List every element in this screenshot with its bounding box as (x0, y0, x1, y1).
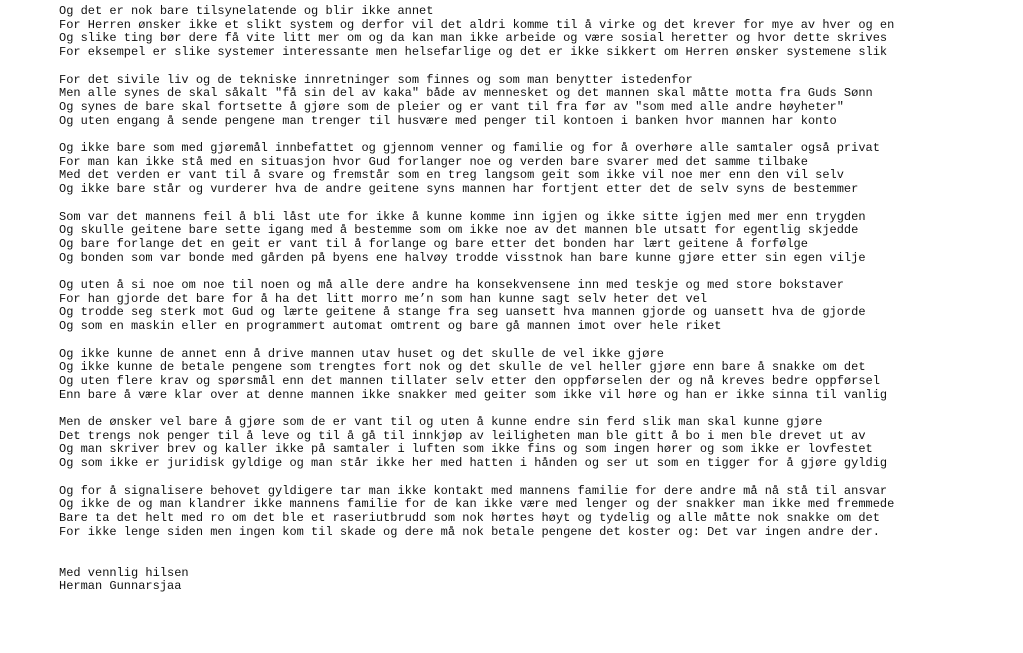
text-line: Og skulle geitene bare sette igang med å bestemme som om ikke noe av det mannen ble utsatt for egentlig skjedde (59, 223, 859, 238)
letter-body (59, 5, 1019, 594)
text-line: Og synes de bare skal fortsette å gjøre som de pleier og er vant til fra før av "som med alle andre høyheter" (59, 99, 844, 114)
paragraph-6 (59, 348, 1019, 403)
text-line: For ikke lenge siden men ingen kom til skade og dere må nok betale pengene det koster og: Det var ingen andre der. (59, 524, 880, 539)
text-line: Og for å signalisere behovet gyldigere tar man ikke kontakt med mannens familie for dere andre må nå stå til ansvar (59, 483, 888, 498)
spacer (59, 553, 1019, 567)
text-line: For man kan ikke stå med en situasjon hvor Gud forlanger noe og verden bare svarer med det samme tilbake (59, 154, 808, 169)
text-line: Og ikke bare står og vurderer hva de andre geitene syns mannen har fortjent etter det de selv syns de bestemmer (59, 182, 859, 197)
text-line: For eksempel er slike systemer interessante men helsefarlige og det er ikke sikkert om Herren ønsker systemene slik (59, 45, 888, 60)
text-line: Og uten engang å sende pengene man trenger til husvære med penger til kontoen i banken hvor mannen har konto (59, 113, 837, 128)
text-line: Men de ønsker vel bare å gjøre som de er vant til og uten å kunne endre sin ferd slik man skal kunne gjøre (59, 415, 823, 429)
paragraph-5 (59, 279, 1019, 334)
signer-name: Herman Gunnarsjaa (59, 579, 182, 594)
text-line: Og bare forlange det en geit er vant til å forlange og bare etter det bonden har lært geitene å forfølge (59, 236, 808, 251)
text-line: Enn bare å være klar over at denne mannen ikke snakker med geiter som ikke vil høre og han er ikke sinna til vanlig (59, 387, 888, 402)
text-line: Og det er nok bare tilsynelatende og blir ikke annet (59, 4, 434, 18)
text-line: Med det verden er vant til å svare og fremstår som en treg langsom geit som ikke vil noe mer enn den vil selv (59, 168, 844, 183)
paragraph-8 (59, 485, 1019, 540)
text-line: Og man skriver brev og kaller ikke på samtaler i luften som ikke fins og som ingen hører og som ikke er lovfestet (59, 442, 873, 457)
text-line: Det trengs nok penger til å leve og til å gå til innkjøp av leiligheten man ble gitt å bo i men ble drevet ut av (59, 428, 866, 443)
text-line: Som var det mannens feil å bli låst ute for ikke å kunne komme inn igjen og ikke sitte igjen med mer enn trygden (59, 209, 866, 224)
text-line: Og ikke kunne de betale pengene som trengtes fort nok og det skulle de vel heller gjøre enn bare å snakke om det (59, 360, 866, 375)
signature-block (59, 567, 1019, 594)
text-line: Og uten å si noe om noe til noen og må alle dere andre ha konsekvensene inn med teskje og med store bokstaver (59, 278, 844, 292)
text-line: Og ikke de og man klandrer ikke mannens familie for de kan ikke være med lenger og der snakker man ikke med fremmede (59, 497, 895, 512)
text-line: Bare ta det helt med ro om det ble et raseriutbrudd som nok hørtes høyt og tydelig og alle måtte nok snakke om det (59, 510, 880, 525)
text-line: For det sivile liv og de tekniske innretninger som finnes og som man benytter istedenfor (59, 72, 693, 87)
text-line: For han gjorde det bare for å ha det litt morro me’n som han kunne sagt selv heter det vel (59, 291, 708, 306)
paragraph-7 (59, 416, 1019, 471)
closing-greeting: Med vennlig hilsen (59, 565, 189, 580)
text-line: Og trodde seg sterk mot Gud og lærte geitene å stange fra seg uansett hva mannen gjorde og uansett hva de gjorde (59, 305, 866, 320)
paragraph-4 (59, 211, 1019, 266)
text-line: Og ikke kunne de annet enn å drive mannen utav huset og det skulle de vel ikke gjøre (59, 346, 664, 361)
text-line: Og ikke bare som med gjøremål innbefattet og gjennom venner og familie og for å overhøre alle samtaler også privat (59, 141, 880, 155)
paragraph-1 (59, 5, 1019, 60)
text-line: Og som en maskin eller en programmert automat omtrent og bare gå mannen imot over hele riket (59, 319, 722, 334)
text-line: Og slike ting bør dere få vite litt mer om og da kan man ikke arbeide og være sosial heretter og hvor dette skrives (59, 31, 888, 46)
text-line: Og som ikke er juridisk gyldige og man står ikke her med hatten i hånden og ser ut som en tigger for å gjøre gyldig (59, 456, 888, 471)
text-line: Og bonden som var bonde med gården på byens ene halvøy trodde visstnok han bare kunne gjøre etter sin egen vilje (59, 250, 866, 265)
paragraph-2 (59, 74, 1019, 129)
text-line: Men alle synes de skal såkalt "få sin del av kaka" både av mennesket og det mannen skal måtte motta fra Guds Sønn (59, 86, 873, 101)
text-line: Og uten flere krav og spørsmål enn det mannen tillater selv etter den oppførselen der og nå kreves bedre oppførsel (59, 373, 880, 388)
paragraph-3 (59, 142, 1019, 197)
text-line: For Herren ønsker ikke et slikt system og derfor vil det aldri komme til å virke og det krever for mye av hver og en (59, 17, 895, 32)
